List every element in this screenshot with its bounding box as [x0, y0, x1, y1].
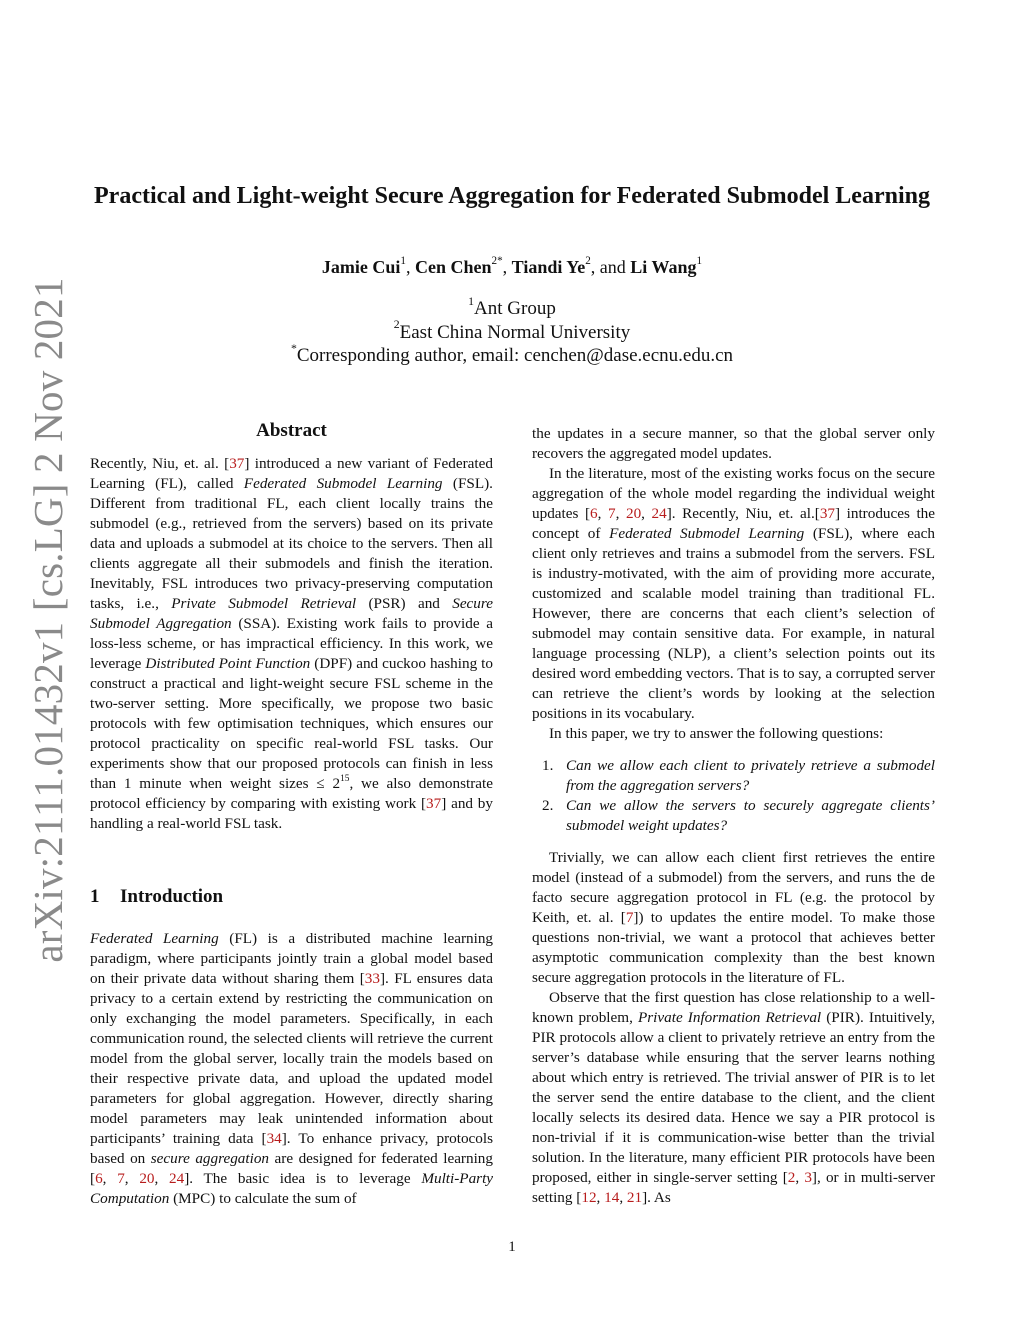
citation-link[interactable]: 7	[608, 505, 616, 522]
affiliation: $^2$East China Normal University	[393, 318, 631, 343]
affiliations	[0, 294, 1024, 368]
page-number: 1	[508, 1239, 516, 1255]
citation-link[interactable]: 37	[426, 795, 442, 812]
citation-link[interactable]: 7	[625, 909, 634, 926]
question-item: 1. Can we allow each client to privately retrieve a submodel from the aggregation servers?	[542, 757, 935, 794]
arxiv-stamp	[8, 277, 88, 963]
author-sup: 2	[585, 255, 591, 268]
citation-link[interactable]: 37	[229, 455, 245, 472]
question-item: 2. Can we allow the servers to securely aggregate clients’ submodel weight updates?	[542, 797, 935, 834]
citation-link[interactable]: 33	[364, 970, 380, 987]
author-name: Li Wang	[630, 257, 697, 277]
citation-link[interactable]: 21	[626, 1189, 643, 1206]
author-name: Jamie Cui	[321, 257, 401, 277]
body-paragraph: Trivially, we can allow each client first retrieves the entire model (instead of a submodel) from the servers, and runs the de facto secure aggregation protocol in FL (e.g. the protocol by Keith, et. al. [7]) to updates the entire model. To make those questions non-trivial, we want a protocol that achieves better asymptotic communication complexity than the best known secure aggregation protocols in the literature of FL.	[532, 849, 935, 986]
question-list	[532, 756, 935, 836]
citation-link[interactable]: 34	[266, 1130, 282, 1147]
author-list: Jamie Cui$^1$, Cen Chen$^{2*}$, Tiandi Ye$^2$, and Li Wang$^1$	[321, 255, 703, 277]
author-name: Tiandi Ye	[511, 257, 586, 277]
citation-link[interactable]: 24	[169, 1170, 185, 1187]
abstract-paragraph: Recently, Niu, et. al. [37] introduced a new variant of Federated Learning (FL), called Federated Submodel Learning (FSL). Different from traditional FL, each client locally trains the submodel (e.g., retrieved from the servers) based on its private data and uploads a submodel at its choice to the servers. Then all clients aggregate all their submodels and finish the iteration. Inevitably, FSL introduces two privacy-preserving computation tasks, i.e., Private Submodel Retrieval (PSR) and Secure Submodel Aggregation (SSA). Existing work fails to provide a loss-less scheme, or has impractical efficiency. In this work, we leverage Distributed Point Function (DPF) and cuckoo hashing to construct a practical and light-weight secure FSL scheme in the two-server setting. More specifically, we propose two basic protocols with few optimisation techniques, which ensures our protocol practicality on specific real-world FSL tasks. Our experiments show that our proposed protocols can finish in less than 1 minute when weight sizes ≤ $2^{15}$, we also demonstrate protocol efficiency by comparing with existing work [37] and by handling a real-world FSL task.	[90, 455, 493, 832]
arxiv-id: arXiv:2111.01432v1 [cs.LG] 2 Nov 2021	[25, 277, 71, 963]
abstract-body	[90, 454, 493, 834]
intro-body	[90, 929, 493, 1209]
right-column-body	[532, 424, 935, 1208]
body-paragraph: the updates in a secure manner, so that the global server only recovers the aggregated model updates.	[532, 425, 935, 462]
citation-link[interactable]: 14	[604, 1189, 620, 1206]
abstract-heading: Abstract	[256, 420, 327, 441]
citation-link[interactable]: 3	[804, 1169, 812, 1186]
affiliation: *Corresponding author, email: cenchen@dase.ecnu.edu.cn	[290, 341, 734, 366]
author-name: Cen Chen	[415, 257, 492, 277]
affiliation: $^1$Ant Group	[468, 294, 556, 319]
intro-paragraph: Federated Learning (FL) is a distributed machine learning paradigm, where participants jointly train a global model based on their private data without sharing them [33]. FL ensures data privacy to a certain extend by restricting the communication on only exchanging the model parameters. Specifically, in each communication round, the selected clients will retrieve the current model from the global server, locally train the models based on their respective private data, and upload the updated model parameters for global aggregation. However, directly sharing model parameters may leak unintended information about participants’ training data [34]. To enhance privacy, protocols based on secure aggregation are designed for federated learning [6, 7, 20, 24]. The basic idea is to leverage Multi-Party Computation (MPC) to calculate the sum of	[90, 930, 494, 1207]
body-paragraph: In the literature, most of the existing works focus on the secure aggregation of the whole model regarding the individual weight updates [6, 7, 20, 24]. Recently, Niu, et. al.[37] introduces the concept of Federated Submodel Learning (FSL), where each client only retrieves and trains a submodel from the servers. FSL is industry-motivated, with the aim of providing more accurate, customized and scalable model training than traditional FL. However, there are concerns that each client’s selection of submodel may contain sensitive data. For example, in natural language processing (NLP), a client’s selection points out its desired word embedding vectors. That is to say, a corrupted server can retrieve the client’s words by looking at the selection positions in its vocabulary.	[532, 465, 936, 722]
citation-link[interactable]: 37	[819, 505, 835, 522]
citation-link[interactable]: 6	[95, 1170, 103, 1187]
body-paragraph: Observe that the first question has close relationship to a well-known problem, Private Information Retrieval (PIR). Intuitively, PIR protocols allow a client to privately retrieve an entry from the server’s database while ensuring that the server learns nothing about which entry is retrieved. The trivial answer of PIR is to let the server send the entire database to the client, and the client locally selects its desired data. Hence we say a PIR protocol is non-trivial if it is communication-wise better than the trivial solution. In the literature, many efficient PIR protocols have been proposed, either in single-server setting [2, 3], or in multi-server setting [12, 14, 21]. As	[532, 989, 936, 1206]
body-paragraph: In this paper, we try to answer the following questions:	[549, 725, 884, 742]
author-sup: 2*	[491, 255, 503, 268]
citation-link[interactable]: 2	[787, 1169, 796, 1186]
citation-link[interactable]: 12	[581, 1189, 597, 1206]
citation-link[interactable]: 20	[625, 505, 642, 522]
citation-link[interactable]: 7	[117, 1170, 125, 1187]
section-heading: 1 Introduction	[90, 886, 224, 907]
citation-link[interactable]: 6	[590, 505, 598, 522]
author-sup: 1	[400, 255, 406, 268]
citation-link[interactable]: 24	[651, 505, 667, 522]
paper-title: Practical and Light-weight Secure Aggregation for Federated Submodel Learning	[94, 183, 930, 209]
citation-link[interactable]: 20	[139, 1170, 155, 1187]
author-sup: 1	[696, 255, 703, 268]
